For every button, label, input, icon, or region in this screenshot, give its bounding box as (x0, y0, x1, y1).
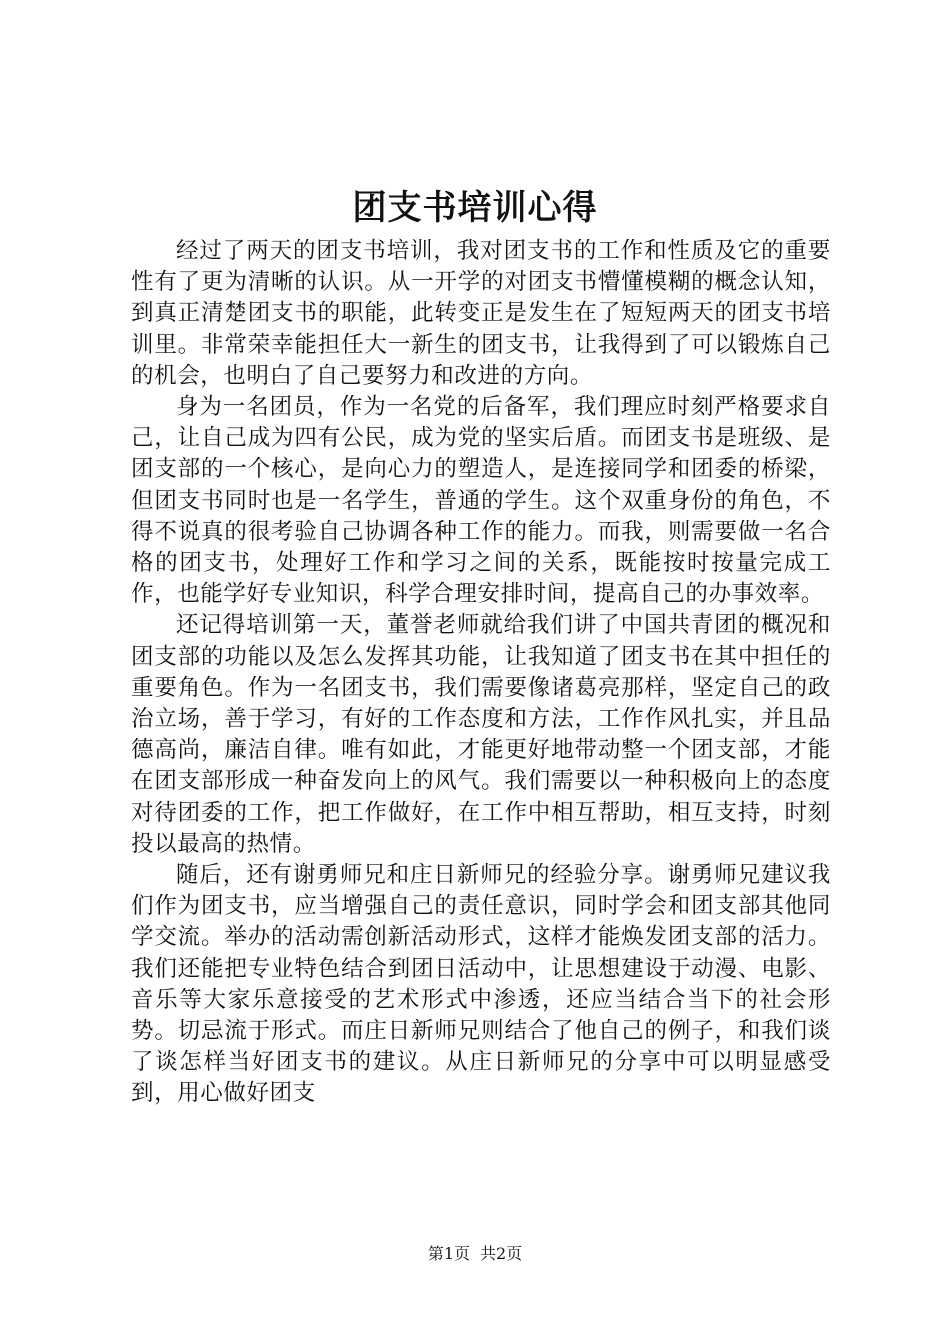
paragraph: 经过了两天的团支书培训，我对团支书的工作和性质及它的重要性有了更为清晰的认识。从一开学的对团支书懵懂模糊的概念认知，到真正清楚团支书的职能，此转变正是发生在了短短两天的团支书培训里。非常荣幸能担任大一新生的团支书，让我得到了可以锻炼自己的机会，也明白了自己要努力和改进的方向。 (131, 238, 831, 389)
paragraph: 身为一名团员，作为一名党的后备军，我们理应时刻严格要求自己，让自己成为四有公民，成为党的坚实后盾。而团支书是班级、是团支部的一个核心，是向心力的塑造人，是连接同学和团委的桥梁，但团支书同时也是一名学生，普通的学生。这个双重身份的角色，不得不说真的很考验自己协调各种工作的能力。而我，则需要做一名合格的团支书，处理好工作和学习之间的关系，既能按时按量完成工作，也能学好专业知识，科学合理安排时间，提高自己的办事效率。 (131, 394, 831, 608)
document-title: 团支书培训心得 (352, 188, 598, 228)
paragraph: 还记得培训第一天，董誉老师就给我们讲了中国共青团的概况和团支部的功能以及怎么发挥其功能，让我知道了团支书在其中担任的重要角色。作为一名团支书，我们需要像诸葛亮那样，坚定自己的政治立场，善于学习，有好的工作态度和方法，工作作风扎实，并且品德高尚，廉洁自律。唯有如此，才能更好地带动整一个团支部，才能在团支部形成一种奋发向上的风气。我们需要以一种积极向上的态度对待团委的工作，把工作做好，在工作中相互帮助，相互支持，时刻投以最高的热情。 (131, 612, 831, 857)
page-number: 第1页 (427, 1244, 470, 1263)
page-footer (0, 1243, 950, 1265)
page-total: 共2页 (480, 1244, 523, 1263)
document-body (131, 236, 831, 1110)
paragraph: 随后，还有谢勇师兄和庄日新师兄的经验分享。谢勇师兄建议我们作为团支书，应当增强自己的责任意识，同时学会和团支部其他同学交流。举办的活动需创新活动形式，这样才能焕发团支部的活力。我们还能把专业特色结合到团日活动中，让思想建设于动漫、电影、音乐等大家乐意接受的艺术形式中渗透，还应当结合当下的社会形势。切忌流于形式。而庄日新师兄则结合了他自己的例子，和我们谈了谈怎样当好团支书的建议。从庄日新师兄的分享中可以明显感受到，用心做好团支 (131, 862, 831, 1107)
